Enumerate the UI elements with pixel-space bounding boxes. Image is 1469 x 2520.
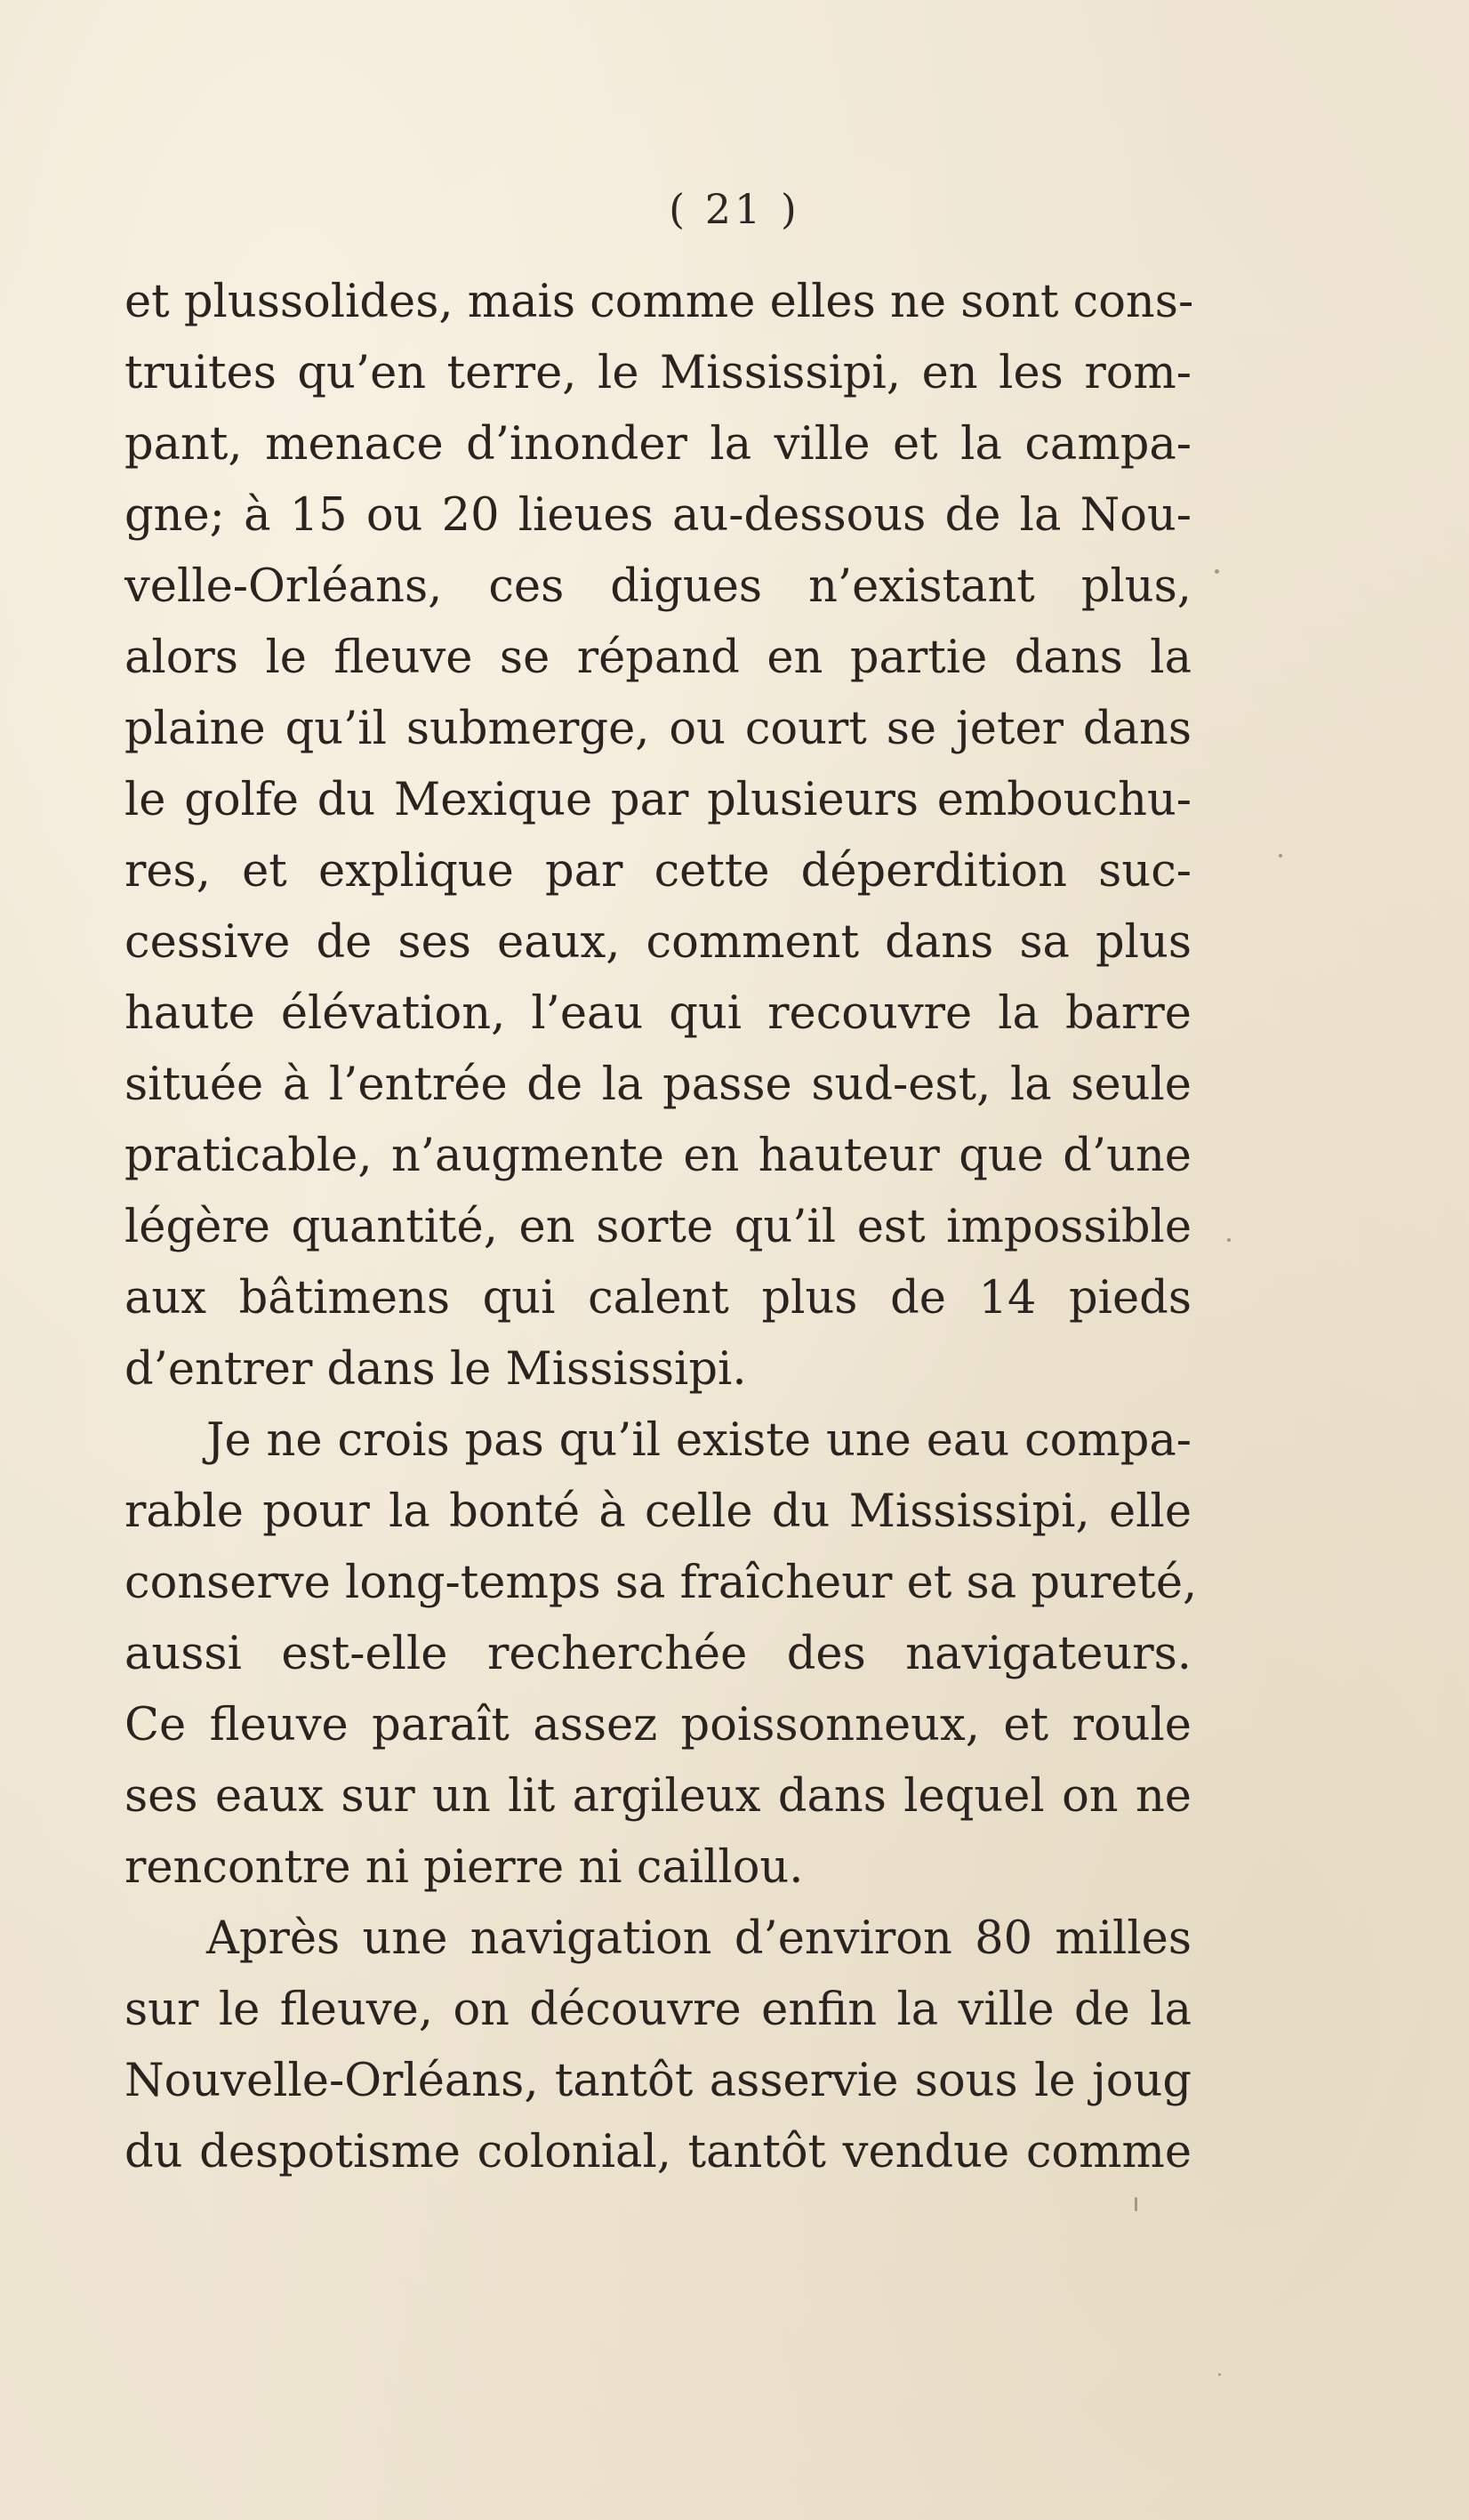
text-line: alors le fleuve se répand en partie dans la	[124, 632, 1192, 684]
paper-speck	[1218, 2373, 1221, 2376]
paper-speck	[1279, 854, 1282, 857]
text-line: située à l’entrée de la passe sud-est, la seule	[124, 1059, 1192, 1111]
text-line: Je ne crois pas qu’il existe une eau compa-	[206, 1414, 1192, 1467]
text-line: du despotisme colonial, tantôt vendue comme	[124, 2126, 1192, 2178]
text-line: Après une navigation d’environ 80 milles	[206, 1912, 1192, 1965]
text-line: le golfe du Mexique par plusieurs embouchu-	[124, 774, 1192, 826]
text-line: sur le fleuve, on découvre enfin la ville de la	[124, 1984, 1192, 2036]
paragraph-1	[124, 267, 1192, 1405]
text-line: gne; à 15 ou 20 lieues au-dessous de la Nou-	[124, 489, 1192, 542]
text-line: légère quantité, en sorte qu’il est impossible	[124, 1201, 1192, 1253]
text-line: rencontre ni pierre ni caillou.	[124, 1841, 804, 1894]
text-line: d’entrer dans le Mississipi.	[124, 1343, 747, 1396]
text-line: cessive de ses eaux, comment dans sa plus	[124, 916, 1192, 969]
text-line: velle-Orléans, ces digues n’existant plus,	[124, 560, 1192, 613]
text-line: ses eaux sur un lit argileux dans lequel on ne	[124, 1770, 1192, 1823]
paper-speck	[1215, 569, 1219, 574]
text-line: rable pour la bonté à celle du Mississipi, elle	[124, 1485, 1192, 1538]
text-line: haute élévation, l’eau qui recouvre la barre	[124, 987, 1192, 1040]
paper-speck	[1227, 1238, 1231, 1242]
text-line: res, et explique par cette déperdition suc-	[124, 845, 1192, 898]
paper-speck	[1135, 2197, 1137, 2211]
text-line: truites qu’en terre, le Mississipi, en les rom-	[124, 347, 1192, 399]
text-line: plaine qu’il submerge, ou court se jeter dans	[124, 703, 1192, 755]
text-line: aussi est-elle recherchée des navigateurs.	[124, 1628, 1192, 1680]
text-line: pant, menace d’inonder la ville et la campa-	[124, 418, 1192, 471]
text-line: Ce fleuve paraît assez poissonneux, et roule	[124, 1699, 1192, 1751]
body-text	[124, 267, 1198, 2188]
text-line: praticable, n’augmente en hauteur que d’une	[124, 1130, 1192, 1182]
text-line: Nouvelle-Orléans, tantôt asservie sous le joug	[124, 2055, 1192, 2107]
paragraph-3	[124, 1904, 1192, 2188]
page-number: ( 21 )	[669, 185, 800, 233]
text-line: aux bâtimens qui calent plus de 14 pieds	[124, 1272, 1192, 1324]
paragraph-2	[124, 1405, 1198, 1904]
text-line: et plussolides, mais comme elles ne sont cons-	[124, 276, 1194, 328]
text-line: conserve long-temps sa fraîcheur et sa pureté,	[124, 1557, 1198, 1609]
